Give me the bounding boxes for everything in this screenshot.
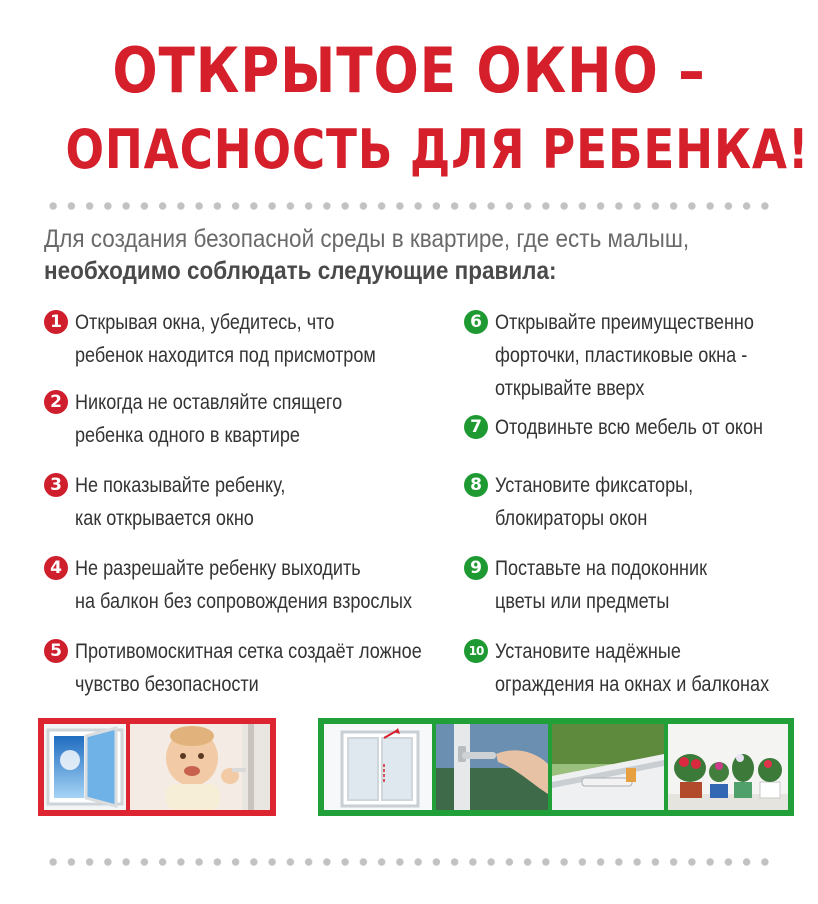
rule-7-text: Отодвиньте всю мебель от окон	[495, 416, 763, 439]
rule-1-text: Открывая окна, убедитесь, что ребенок находится под присмотром	[75, 311, 376, 367]
rule-1	[44, 306, 505, 372]
rule-4-text: Не разрешайте ребенку выходить на балкон без сопровождения взрослых	[75, 557, 413, 613]
rule-8	[464, 469, 815, 535]
rule-4	[44, 552, 505, 618]
window-lock-photo	[552, 724, 664, 810]
rule-5-text: Противомоскитная сетка создаёт ложное чувство безопасности	[75, 640, 422, 696]
open-window-photo	[44, 724, 126, 810]
rule-3	[44, 469, 505, 535]
number-badge-6: 6	[464, 310, 488, 334]
number-badge-9: 9	[464, 556, 488, 580]
rule-10	[464, 635, 818, 701]
number-badge-4: 4	[44, 556, 68, 580]
number-badge-1: 1	[44, 310, 68, 334]
rule-6-text: Открывайте преимущественно форточки, пластиковые окна - открывайте вверх	[495, 311, 754, 400]
danger-photo-strip	[38, 718, 276, 816]
rule-7	[464, 411, 815, 444]
flowers-on-sill-photo	[668, 724, 788, 810]
intro-line-1: Для создания безопасной среды в квартире, где есть малыш,	[44, 225, 690, 253]
child-at-window-photo	[130, 724, 270, 810]
number-badge-3: 3	[44, 473, 68, 497]
rule-2	[44, 386, 505, 452]
rule-8-text: Установите фиксаторы, блокираторы окон	[495, 474, 694, 530]
number-badge-10: 10	[464, 639, 488, 663]
number-badge-8: 8	[464, 473, 488, 497]
intro-line-2: необходимо соблюдать следующие правила:	[44, 257, 557, 285]
safety-photo-strip	[318, 718, 794, 816]
rule-6	[464, 306, 815, 405]
number-badge-5: 5	[44, 639, 68, 663]
title-line-2: ОПАСНОСТЬ ДЛЯ РЕБЕНКА!	[65, 118, 810, 181]
rule-9	[464, 552, 815, 618]
tilt-window-photo	[324, 724, 432, 810]
rule-2-text: Никогда не оставляйте спящего ребенка одного в квартире	[75, 391, 343, 447]
number-badge-2: 2	[44, 390, 68, 414]
rule-3-text: Не показывайте ребенку, как открывается окно	[75, 474, 286, 530]
dotted-divider-top	[44, 201, 774, 211]
title-line-1: ОТКРЫТОЕ ОКНО –	[112, 34, 706, 107]
window-handle-photo	[436, 724, 548, 810]
rule-9-text: Поставьте на подоконник цветы или предметы	[495, 557, 708, 613]
rule-10-text: Установите надёжные ограждения на окнах и балконах	[495, 640, 770, 696]
rule-5	[44, 635, 505, 701]
number-badge-7: 7	[464, 415, 488, 439]
dotted-divider-bottom	[44, 857, 774, 867]
